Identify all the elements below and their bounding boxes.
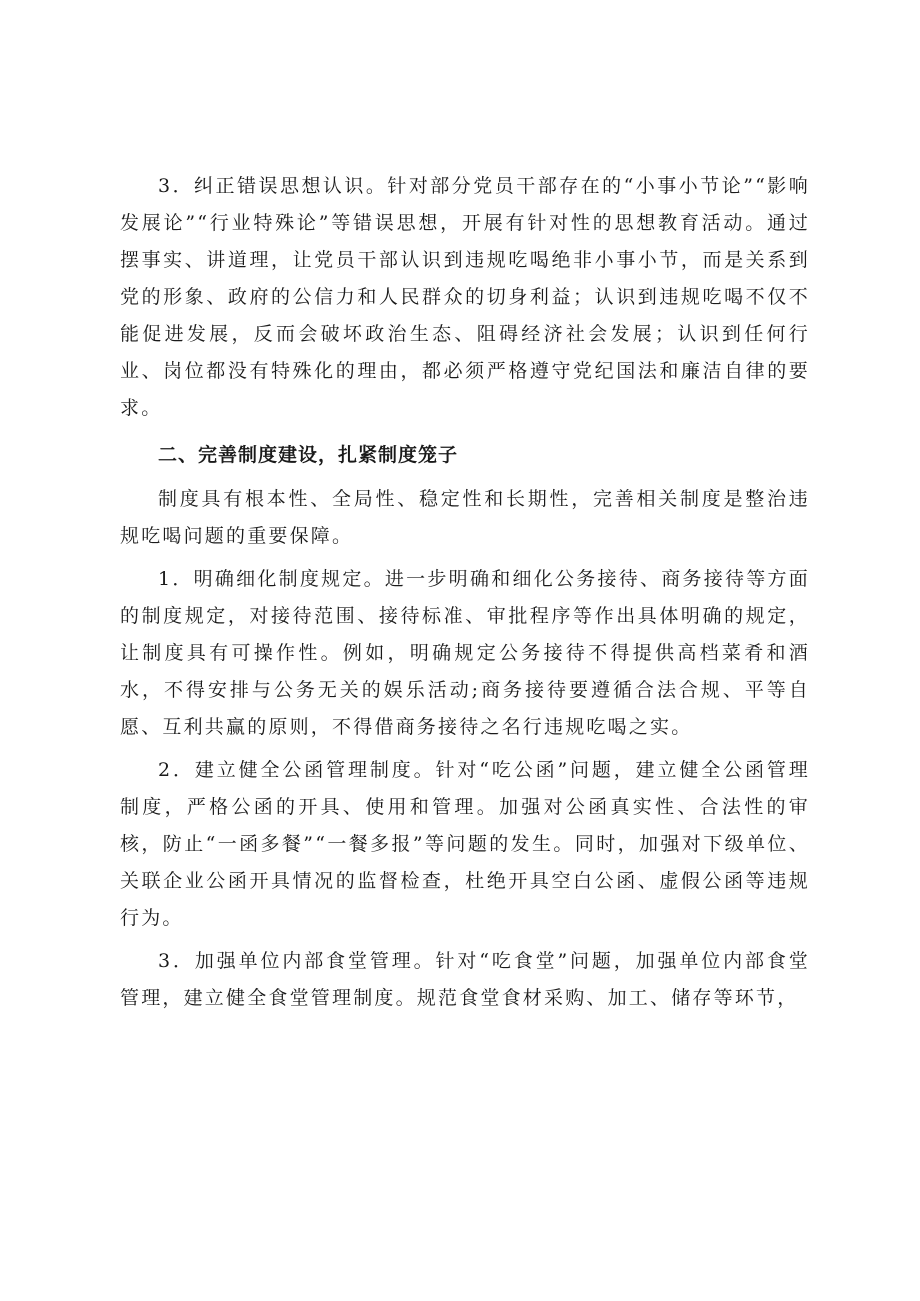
document-page xyxy=(120,168,810,1017)
paragraph-refine-rules: 1．明确细化制度规定。进一步明确和细化公务接待、商务接待等方面的制度规定，对接待范围、接待标准、审批程序等作出具体明确的规定，让制度具有可操作性。例如，明确规定公务接待不得提供高档菜肴和酒水，不得安排与公务无关的娱乐活动;商务接待要遵循合法合规、平等自愿、互利共赢的原则，不得借商务接待之名行违规吃喝之实。 xyxy=(120,568,810,738)
paragraph-official-letter: 2．建立健全公函管理制度。针对“吃公函”问题，建立健全公函管理制度，严格公函的开具、使用和管理。加强对公函真实性、合法性的审核，防止“一函多餐”“一餐多报”等问题的发生。同时，加强对下级单位、关联企业公函开具情况的监督检查，杜绝开具空白公函、虚假公函等违规行为。 xyxy=(120,759,810,929)
paragraph-canteen-management: 3．加强单位内部食堂管理。针对“吃食堂”问题，加强单位内部食堂管理，建立健全食堂管理制度。规范食堂食材采购、加工、储存等环节， xyxy=(120,950,810,1009)
paragraph-correct-thinking: 3．纠正错误思想认识。针对部分党员干部存在的“小事小节论”“影响发展论”“行业特殊论”等错误思想，开展有针对性的思想教育活动。通过摆事实、讲道理，让党员干部认识到违规吃喝绝非小事小节，而是关系到党的形象、政府的公信力和人民群众的切身利益；认识到违规吃喝不仅不能促进发展，反而会破坏政治生态、阻碍经济社会发展；认识到任何行业、岗位都没有特殊化的理由，都必须严格遵守党纪国法和廉洁自律的要求。 xyxy=(120,175,810,419)
section-heading: 二、完善制度建设，扎紧制度笼子 xyxy=(158,444,459,466)
paragraph-system-intro: 制度具有根本性、全局性、稳定性和长期性，完善相关制度是整治违规吃喝问题的重要保障。 xyxy=(120,488,810,547)
